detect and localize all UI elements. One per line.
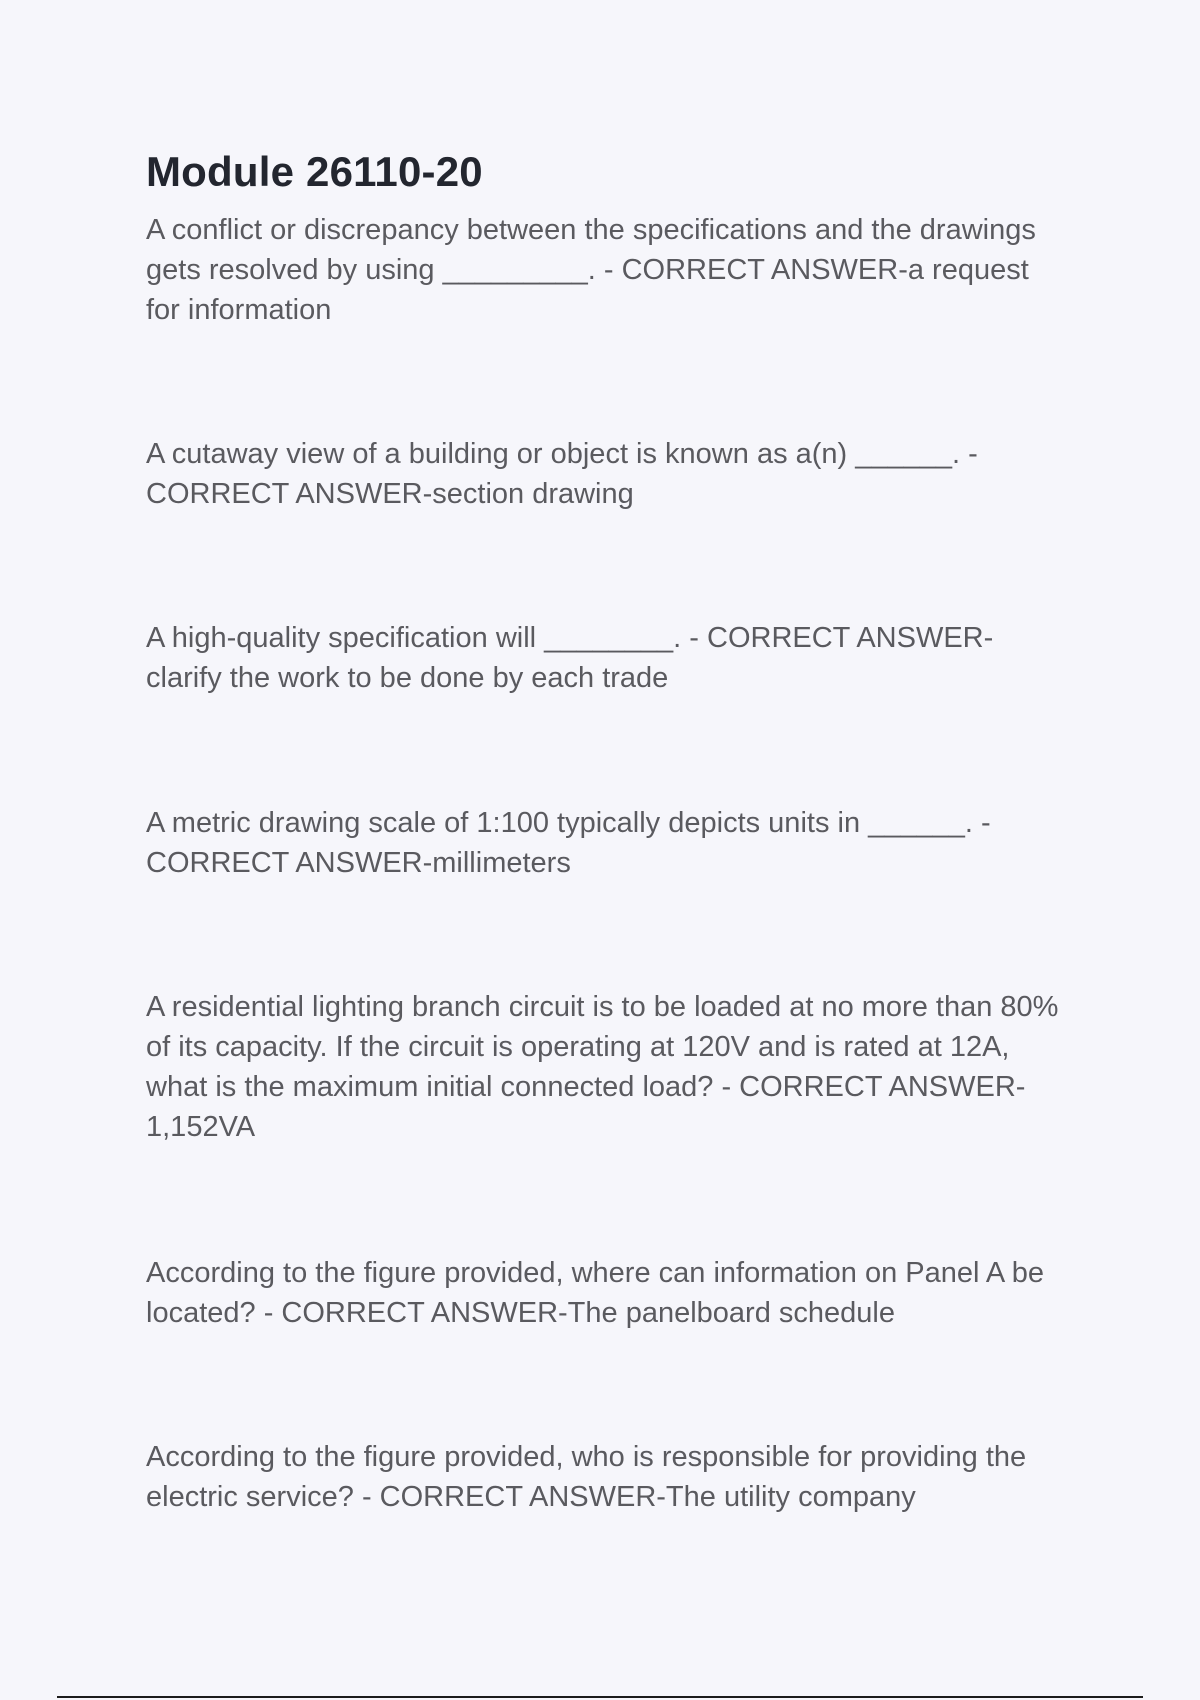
qa-entry: A cutaway view of a building or object is known as a(n) ______. - CORRECT ANSWER-section drawing xyxy=(146,438,978,510)
page-bottom-rule xyxy=(57,1696,1143,1698)
qa-entry: According to the figure provided, where can information on Panel A be located? - CORRECT ANSWER-The panelboard schedule xyxy=(146,1257,1044,1329)
qa-entry: A high-quality specification will ________. - CORRECT ANSWER-clarify the work to be done by each trade xyxy=(146,622,994,694)
qa-entry: According to the figure provided, who is responsible for providing the electric service? - CORRECT ANSWER-The utility company xyxy=(146,1441,1027,1513)
qa-entry: A residential lighting branch circuit is to be loaded at no more than 80% of its capacity. If the circuit is operating at 120V and is rated at 12A, what is the maximum initial connected load? - CORRECT ANSWER-1,152VA xyxy=(146,991,1059,1143)
page-title: Module 26110-20 xyxy=(146,148,483,195)
qa-entry: A conflict or discrepancy between the specifications and the drawings gets resolved by using _________. - CORRECT ANSWER-a request for information xyxy=(146,214,1036,326)
qa-entry: A metric drawing scale of 1:100 typically depicts units in ______. - CORRECT ANSWER-millimeters xyxy=(146,807,991,879)
